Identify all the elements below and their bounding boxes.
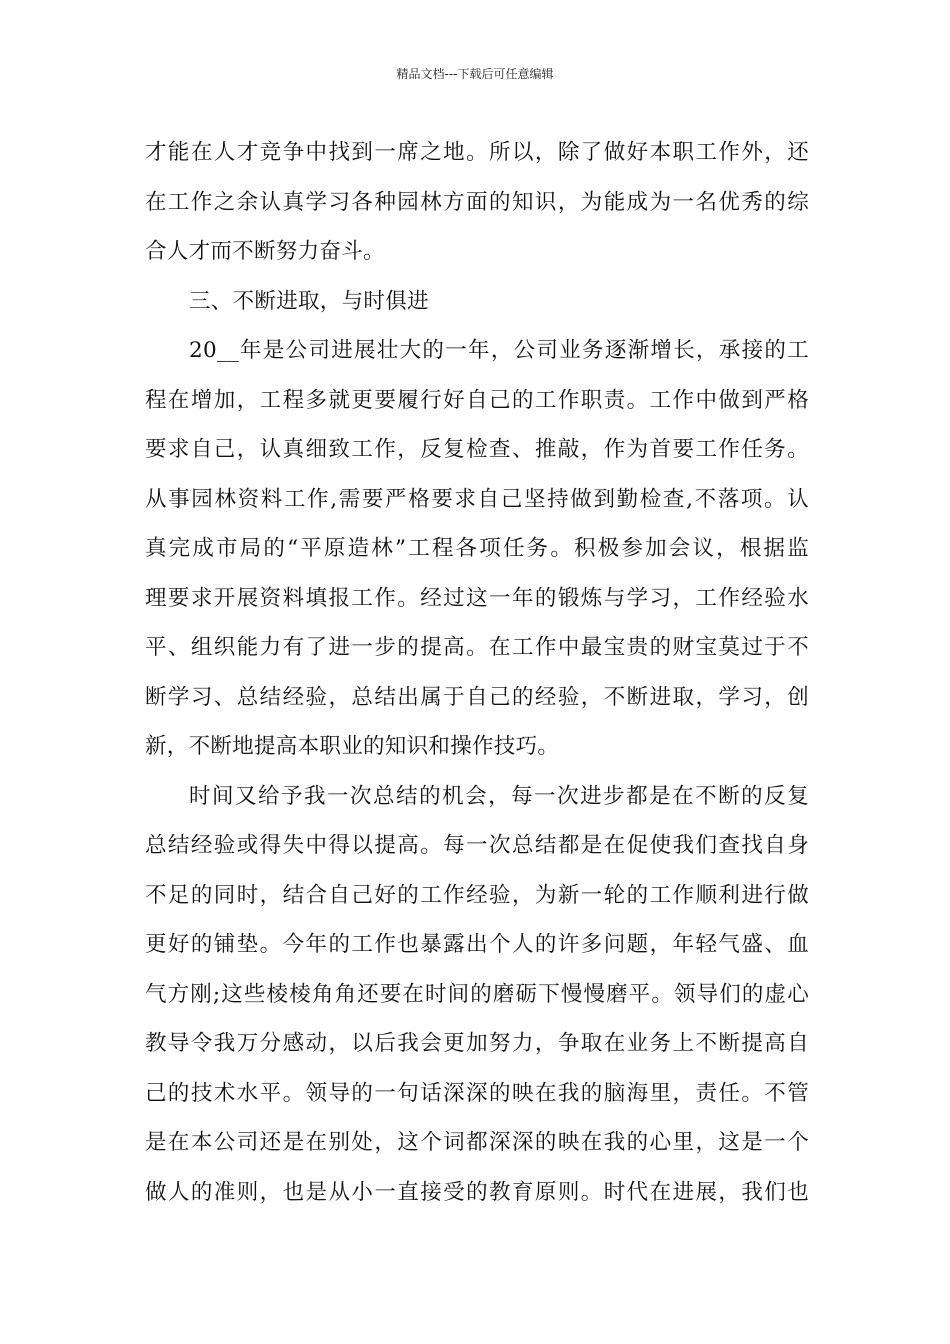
text-line: 合人才而不断努力奋斗。: [145, 239, 385, 264]
text-line: 气方刚;这些棱棱角角还要在时间的磨砺下慢慢磨平。领导们的虚心: [145, 981, 809, 1007]
text-line: 在工作之余认真学习各种园林方面的知识，为能成为一名优秀的综: [145, 189, 809, 215]
text-line: 总结经验或得失中得以提高。每一次总结都是在促使我们查找自身: [145, 833, 809, 858]
document-body: [145, 128, 809, 1217]
text-line: 20__年是公司进展壮大的一年，公司业务逐渐增长，承接的工: [189, 338, 809, 363]
text-line: 程在增加，工程多就更要履行好自己的工作职责。工作中做到严格: [145, 387, 809, 413]
text-line: 做人的准则，也是从小一直接受的教育原则。时代在进展，我们也: [145, 1179, 809, 1205]
text-line: 真完成市局的“平原造林”工程各项任务。积极参加会议，根据监: [145, 536, 809, 561]
text-line: 时间又给予我一次总结的机会，每一次进步都是在不断的反复: [189, 783, 809, 809]
text-line: 从事园林资料工作,需要严格要求自己坚持做到勤检查,不落项。认: [145, 486, 809, 512]
text-line: 是在本公司还是在别处，这个词都深深的映在我的心里，这是一个: [145, 1130, 809, 1155]
text-line: 断学习、总结经验，总结出属于自己的经验，不断进取，学习，创: [145, 684, 809, 710]
text-line: 不足的同时，结合自己好的工作经验，为新一轮的工作顺利进行做: [145, 882, 809, 908]
text-line: 新，不断地提高本职业的知识和操作技巧。: [145, 734, 560, 759]
page-header: 精品文档---下载后可任意编辑: [396, 67, 554, 81]
text-line: 理要求开展资料填报工作。经过这一年的锻炼与学习，工作经验水: [145, 585, 809, 611]
text-line: 己的技术水平。领导的一句话深深的映在我的脑海里，责任。不管: [145, 1080, 809, 1106]
text-line: 要求自己，认真细致工作，反复检查、推敲，作为首要工作任务。: [145, 437, 809, 462]
text-line: 平、组织能力有了进一步的提高。在工作中最宝贵的财宝莫过于不: [145, 635, 809, 660]
text-line: 才能在人才竞争中找到一席之地。所以，除了做好本职工作外，还: [145, 140, 809, 165]
text-line: 更好的铺垫。今年的工作也暴露出个人的许多问题，年轻气盛、血: [145, 932, 809, 957]
text-line: 教导令我万分感动，以后我会更加努力，争取在业务上不断提高自: [145, 1031, 809, 1056]
section-heading: 三、不断进取，与时俱进: [189, 288, 429, 314]
